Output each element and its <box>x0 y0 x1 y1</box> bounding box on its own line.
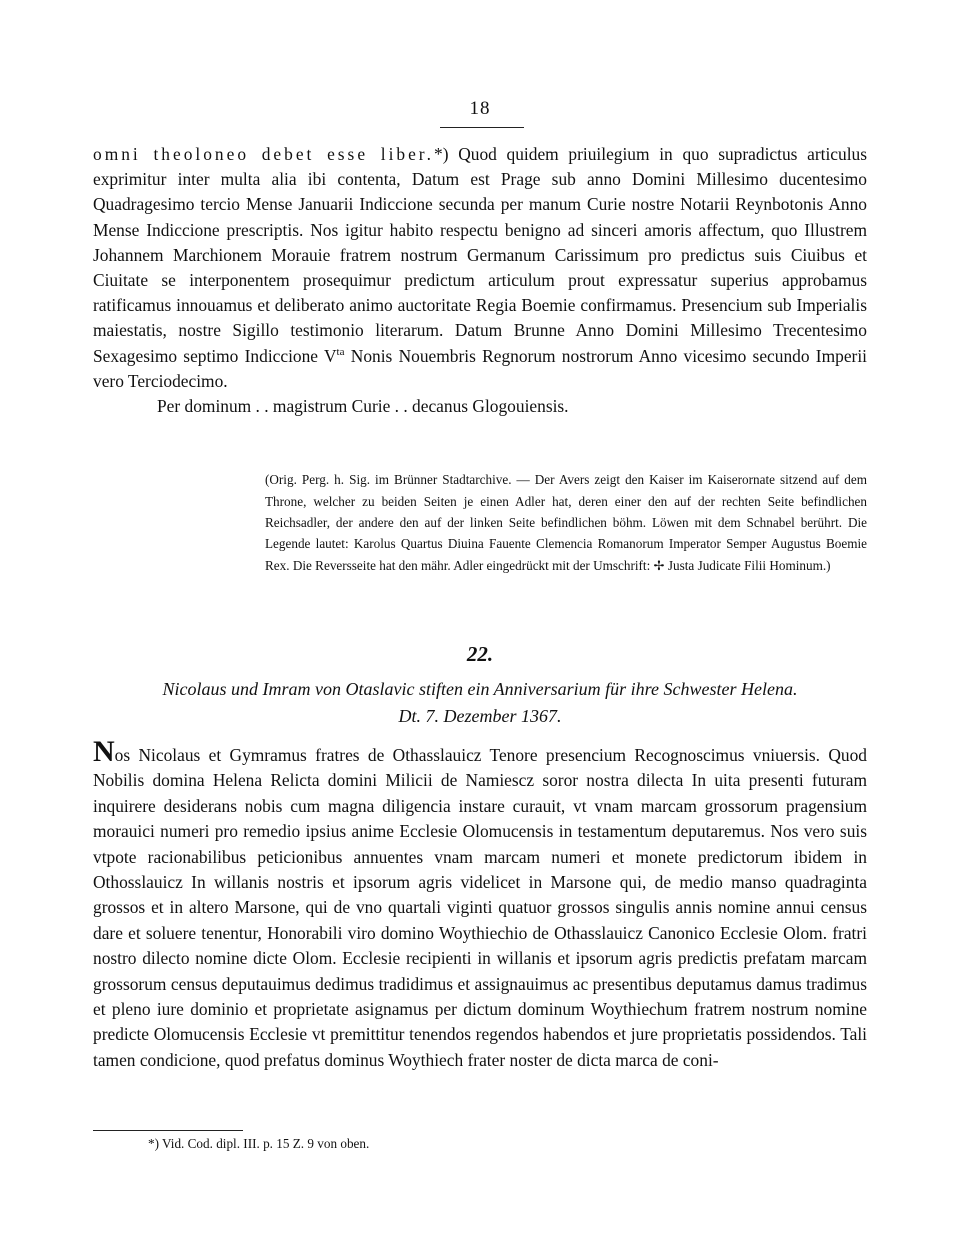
header-rule <box>440 127 524 128</box>
archival-note <box>265 456 867 589</box>
document-number: 22. <box>466 642 494 666</box>
page-number: 18 <box>469 98 491 119</box>
archival-note-text: (Orig. Perg. h. Sig. im Brünner Stadtarchive. — Der Avers zeigt den Kaiser im Kaiserornate sitzend auf dem Throne, welcher zu beiden Seiten je einen Adler hat, deren einer den auf der rechten Seite befindlichen Reichsadler, der andere den auf der linken Seite befindlichen böhm. Löwen mit dem Schnabel berührt. Die Legende lautet: Karolus Quartus Diuina Fauente Clemencia Romanorum Imperator Semper Augustus Boemie Rex. Die Reversseite hat den mähr. Adler eingedrückt mit der Umschrift: ✢ Justa Judicate Filii Hominum.) <box>265 472 867 573</box>
charter-paragraph <box>93 735 867 1073</box>
spaced-lead-text: omni theoloneo debet esse liber. <box>93 144 434 164</box>
document-title <box>93 676 867 730</box>
charter-text <box>93 735 867 1073</box>
continuation-text <box>93 142 867 419</box>
document-date: Dt. 7. Dezember 1367. <box>398 706 562 726</box>
continuation-paragraph <box>93 142 867 394</box>
signature-line: Per dominum . . magistrum Curie . . decanus Glogouiensis. <box>157 396 569 417</box>
footnote-rule <box>93 1130 243 1131</box>
document-title-line-1: Nicolaus und Imram von Otaslavic stiften ein Anniversarium für ihre Schwester Helena. <box>162 679 798 699</box>
footnote-mark: *) <box>434 144 449 164</box>
page-header <box>0 98 960 120</box>
footnote: *) Vid. Cod. dipl. III. p. 15 Z. 9 von oben. <box>148 1136 370 1151</box>
charter-body: os Nicolaus et Gymramus fratres de Othasslauicz Tenore presencium Recognoscimus vniuersis. Quod Nobilis domina Helena Relicta domini Milicii de Namiescz soror nostra dilecta In uita presenti futuram inquirere desiderans nobis cum magna diligencia instare curauit, vt vnam marcam grossorum pragensium morauici numeri pro remedio ipsius anime Ecclesie Olomucensis in testamentum deputaremus. Nos vero suis vtpote racionabilibus peticionibus annuentes vnam marcam numeri et monete predictorum ibidem in Othosslauicz In willanis nostris et ipsorum agris videlicet in Marsone qui, de medio manso quadraginta grossos et in altero Marsone, qui de vno quartali viginti quatuor grossos singulis annis nomine annui census dare et soluere tenentur, Honorabili viro domino Woythiechio de Othasslauicz Canonico Ecclesie Olom. fratri nostro dilecto nomine dicte Olom. Ecclesie recipienti in willanis et ipsorum agris predictis prefatam marcam grossorum census deputauimus dedimus tradidimus et assignauimus ac presentibus deputamus damus tradimus et pleno iure dominio et proprietate asignamus per dictum dominum Woythiechum fratrem nostrum nomine predicte Olomucensis Ecclesie vt premittitur tenendos regendos habendos et jure proprietatis possidendos. Tali tamen condicione, quod prefatus dominus Woythiech frater noster de dicta marca de coni- <box>93 745 867 1070</box>
drop-initial: N <box>93 735 115 768</box>
continuation-text-part-2: Nonis Nouembris Regnorum nostrorum Anno vicesimo secundo Imperii vero Terciodecimo. <box>93 345 867 391</box>
superscript-ta: ta <box>336 345 345 358</box>
continuation-text-part-1: Quod quidem priuilegium in quo supradictus articulus exprimitur inter multa alia ibi contenta, Datum est Prage sub anno Domini Millesimo ducentesimo Quadragesimo tercio Mense Januarii Indiccione secunda per manum Curie nostre Notarii Reynbotonis Anno Mense Indiccione prescriptis. Nos igitur habito respectu benigno ad sinceri amoris affectum, quo Illustrem Johannem Marchionem Morauie fratrem nostrum Germanum Carissimum pro predictus suis Ciuibus et Ciuitate se interponentem prosequimur predictum articulum prout expressatur superius approbamus ratificamus innouamus et deliberato animo auctoritate Regia Boemie confirmamus. Presencium sub Imperialis maiestatis, nostre Sigillo testimonio literarum. Datum Brunne Anno Domini Millesimo Trecentesimo Sexagesimo septimo Indiccione V <box>93 144 868 366</box>
